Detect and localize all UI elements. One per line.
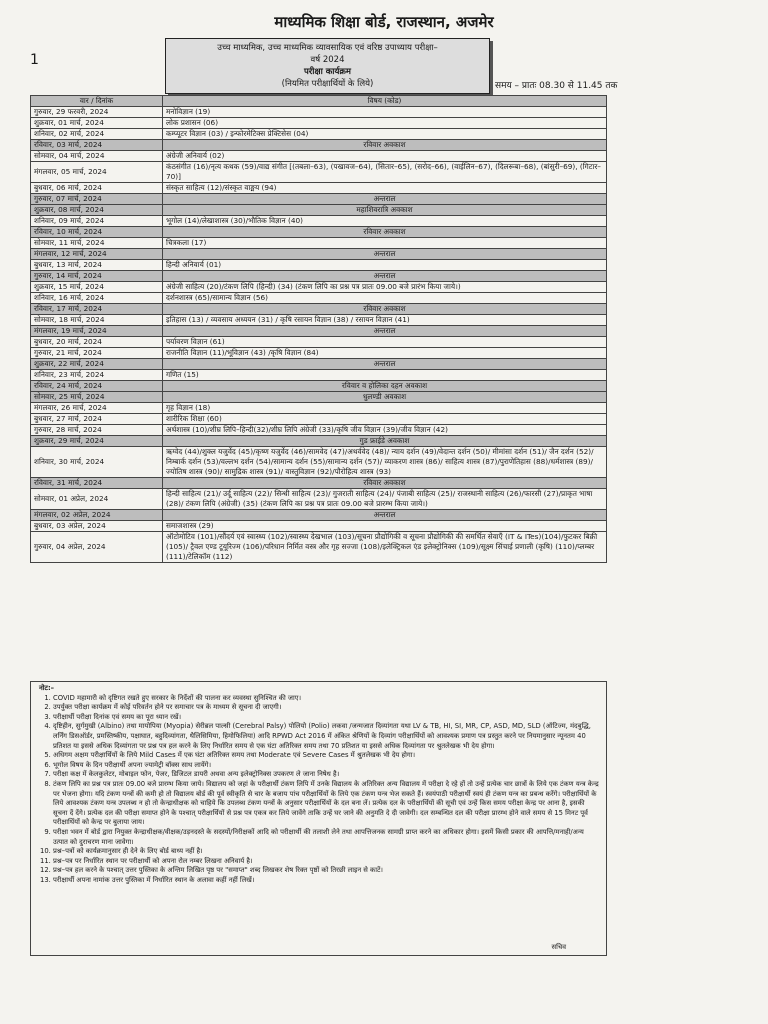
- notes-list: [39, 694, 600, 886]
- table-row: [31, 151, 607, 162]
- row-date: सोमवार, 11 मार्च, 2024: [31, 238, 163, 249]
- holiday-row: [31, 510, 607, 521]
- row-subjects: अर्थशास्त्र (10)/शीघ्र लिपि–हिन्दी(32)/शीघ्र लिपि अंग्रेजी (33)/कृषि जीव विज्ञान (39)/जीव विज्ञान (42): [163, 425, 607, 436]
- exam-title-line: उच्च माध्यमिक, उच्च माध्यमिक व्यावसायिक एवं वरिष्ठ उपाध्याय परीक्षा–: [217, 43, 438, 53]
- row-date: बुधवार, 03 अप्रेल, 2024: [31, 521, 163, 532]
- row-date: मंगलवार, 02 अप्रेल, 2024: [31, 510, 163, 521]
- row-holiday-label: महाशिवरात्रि अवकाश: [163, 205, 607, 216]
- row-subjects: शारीरिक शिक्षा (60): [163, 414, 607, 425]
- row-subjects: ऑटोमोटिव (101)/सौंदर्य एवं स्वास्थ्य (102)/स्वास्थ्य देखभाल (103)/सूचना प्रौद्योगिकी व सूचना प्रौद्योगिकी की समर्थित सेवाएँ (IT & ITes)(104)/फुटकर बिक्री (105)/ ट्रैवल एण्ड टूयूरिज्म (106)/परिधान निर्मित वस्त्र और गृह सज्जा (108)/इलेक्ट्रिकल एंड इलेक्ट्रोनिक्स (109)/सूक्ष्म सिंचाई प्रणाली (कृषि) (110)/प्लम्बर (111)/टेलिकॉम (112): [163, 532, 607, 563]
- holiday-row: [31, 140, 607, 151]
- row-date: गुरुवार, 29 फरवरी, 2024: [31, 107, 163, 118]
- signature: सचिव: [551, 943, 566, 952]
- note-item: 7. परीक्षा कक्ष में केलकुलेटर, मोबाइल फोन, पेजर, डिजिटल डायरी अथवा अन्य इलेक्ट्रोनिक्स उपकरण ले जाना निषेध है।: [53, 770, 600, 780]
- table-row: [31, 183, 607, 194]
- row-date: शुक्रवार, 29 मार्च, 2024: [31, 436, 163, 447]
- note-item: 2. उपर्युक्त परीक्षा कार्यक्रम में कोई परिवर्तन होने पर समाचार पत्र के माध्यम से सूचना दी जाएगी।: [53, 703, 600, 713]
- holiday-row: [31, 304, 607, 315]
- row-holiday-label: अन्तराल: [163, 271, 607, 282]
- note-item: 4. दृष्टिहीन, सुर्गमुखी (Albino) तथा मायोपिया (Myopia) सेरीब्रल पाल्सी (Cerebral Palsy) पोलियो (Polio) लकवा /जन्मजात दिव्यांगता यथा LV & TB, HI, SI, MR, CP, ASD, MD, SLD (ऑटिज्म, मंदबुद्धि, लर्निंग डिसऑर्डर, प्रमस्तिष्कीय, पक्षाघात, बहुदिव्यांगता, थैलिसिमिया, हिमोफिलिया) आदि RPWD Act 2016 में अंकित श्रेणियों के दिव्यांग परीक्षार्थियों को आवश्यक प्रमाण पत्र प्रस्तुत करने पर नियमानुसार न्यूनतम 40 प्रतिशत या इससे अधिक दिव्यांगता पर प्रश्न पत्र हल करने के लिए निर्धारित समय से एक घंटा अतिरिक्त समय तथा 70 प्रतिशत या इससे अधिक दिव्यांगता पर श्रुतलेखक भी देय होगा।: [53, 722, 600, 751]
- exam-program-note: (नियमित परीक्षार्थियों के लिये): [281, 79, 374, 89]
- row-date: शुक्रवार, 01 मार्च, 2024: [31, 118, 163, 129]
- row-date: शनिवार, 30 मार्च, 2024: [31, 447, 163, 478]
- row-subjects: ऋग्वेद (44)/शुक्ल यजुर्वेद (45)/कृष्ण यजुर्वेद (46)/सामवेद (47)/अथर्ववेद (48)/ न्याय दर्शन (49)/वेदान्त दर्शन (50)/ मीमांसा दर्शन (51)/ जैन दर्शन (52)/ निम्बार्क दर्शन (53)/वल्लभ दर्शन (54)/सामान्य दर्शन (55)/सामान्य दर्शन (57)/ व्याकरण शास्त्र (86)/ साहित्य शास्त्र (87)/पुराणेतिहास (88)/धर्मशास्त्र (89)/ज्योतिष शास्त्र (90)/ सामुद्रिक शास्त्र (91)/ वास्तुविज्ञान (92)/पौरोहित्य शास्त्र (93): [163, 447, 607, 478]
- row-subjects: गणित (15): [163, 370, 607, 381]
- holiday-row: [31, 249, 607, 260]
- note-item: 11. प्रश्न–पत्र पर निर्धारित स्थान पर परीक्षार्थी को अपना रोल नम्बर लिखना अनिवार्य है।: [53, 857, 600, 867]
- exam-program-label: परीक्षा कार्यक्रम: [303, 67, 352, 77]
- table-row: [31, 403, 607, 414]
- row-subjects: कम्प्यूटर विज्ञान (03) / इन्फोरमेटिक्स प्रेक्टिसेस (04): [163, 129, 607, 140]
- table-row: [31, 216, 607, 227]
- row-date: गुरुवार, 07 मार्च, 2024: [31, 194, 163, 205]
- row-date: बुधवार, 06 मार्च, 2024: [31, 183, 163, 194]
- exam-time: समय – प्रातः 08.30 से 11.45 तक: [495, 81, 618, 91]
- row-date: बुधवार, 13 मार्च, 2024: [31, 260, 163, 271]
- note-item: 13. परीक्षार्थी अपना नामांक उत्तर पुस्तिका में निर्धारित स्थान के अलावा कहीं नहीं लिखें।: [53, 876, 600, 886]
- row-date: मंगलवार, 12 मार्च, 2024: [31, 249, 163, 260]
- row-date: गुरुवार, 28 मार्च, 2024: [31, 425, 163, 436]
- holiday-row: [31, 381, 607, 392]
- table-row: [31, 282, 607, 293]
- row-date: रविवार, 03 मार्च, 2024: [31, 140, 163, 151]
- row-subjects: इतिहास (13) / व्यवसाय अध्ययन (31) / कृषि रसायन विज्ञान (38) / रसायन विज्ञान (41): [163, 315, 607, 326]
- table-row: [31, 162, 607, 183]
- note-item: 5. अधिगम अक्षम परीक्षार्थियों के लिये Mild Cases में एक घंटा अतिरिक्त समय तथा Moderate एवं Severe Cases में श्रुतलेखक भी देय होगा।: [53, 751, 600, 761]
- row-date: रविवार, 10 मार्च, 2024: [31, 227, 163, 238]
- holiday-row: [31, 227, 607, 238]
- row-holiday-label: अन्तराल: [163, 194, 607, 205]
- holiday-row: [31, 326, 607, 337]
- row-date: सोमवार, 25 मार्च, 2024: [31, 392, 163, 403]
- row-subjects: राजनीति विज्ञान (11)/भूविज्ञान (43) /कृषि विज्ञान (84): [163, 348, 607, 359]
- row-subjects: गृह विज्ञान (18): [163, 403, 607, 414]
- row-date: शुक्रवार, 08 मार्च, 2024: [31, 205, 163, 216]
- table-row: [31, 315, 607, 326]
- row-subjects: अंग्रेजी अनिवार्य (02): [163, 151, 607, 162]
- row-subjects: पर्यावरण विज्ञान (61): [163, 337, 607, 348]
- exam-year: वर्ष 2024: [310, 55, 345, 65]
- row-subjects: हिन्दी साहित्य (21)/ उर्दू साहित्य (22)/ सिन्धी साहित्य (23)/ गुजराती साहित्य (24)/ पंजाबी साहित्य (25)/ राजस्थानी साहित्य (26)/फारसी (27)/प्राकृत भाषा (28)/ टंकण लिपि (अंग्रेजी) (35) (टंकण लिपि का प्रश्न पत्र प्रातः 09.00 बजे प्रारम्भ किया जाये।): [163, 489, 607, 510]
- row-date: रविवार, 17 मार्च, 2024: [31, 304, 163, 315]
- table-row: [31, 293, 607, 304]
- row-subjects: भूगोल (14)/लेखाशास्त्र (30)/भौतिक विज्ञान (40): [163, 216, 607, 227]
- page-number: 1: [30, 52, 39, 68]
- page-title: माध्यमिक शिक्षा बोर्ड, राजस्थान, अजमेर: [274, 13, 494, 31]
- row-date: गुरुवार, 14 मार्च, 2024: [31, 271, 163, 282]
- exam-title-box: [165, 38, 490, 94]
- table-row: [31, 414, 607, 425]
- row-date: शनिवार, 09 मार्च, 2024: [31, 216, 163, 227]
- row-holiday-label: रविवार अवकाश: [163, 227, 607, 238]
- row-holiday-label: रविवार व होलिका दहन अवकाश: [163, 381, 607, 392]
- row-holiday-label: रविवार अवकाश: [163, 304, 607, 315]
- row-subjects: समाजशास्त्र (29): [163, 521, 607, 532]
- note-item: 10. प्रश्न–पत्रों को कार्यक्रमानुसार ही देने के लिए बोर्ड बाध्य नहीं है।: [53, 847, 600, 857]
- table-row: [31, 489, 607, 510]
- row-date: बुधवार, 20 मार्च, 2024: [31, 337, 163, 348]
- row-subjects: चित्रकला (17): [163, 238, 607, 249]
- holiday-row: [31, 436, 607, 447]
- notes-section: [30, 681, 607, 956]
- holiday-row: [31, 478, 607, 489]
- exam-schedule-table: [30, 95, 607, 563]
- row-date: सोमवार, 01 अप्रेल, 2024: [31, 489, 163, 510]
- table-row: [31, 521, 607, 532]
- table-row: [31, 260, 607, 271]
- row-date: गुरुवार, 21 मार्च, 2024: [31, 348, 163, 359]
- row-subjects: लोक प्रशासन (06): [163, 118, 607, 129]
- row-date: मंगलवार, 05 मार्च, 2024: [31, 162, 163, 183]
- table-row: [31, 129, 607, 140]
- row-subjects: मनोविज्ञान (19): [163, 107, 607, 118]
- row-subjects: हिन्दी अनिवार्य (01): [163, 260, 607, 271]
- row-date: शुक्रवार, 22 मार्च, 2024: [31, 359, 163, 370]
- row-holiday-label: अन्तराल: [163, 249, 607, 260]
- holiday-row: [31, 392, 607, 403]
- table-row: [31, 425, 607, 436]
- table-row: [31, 337, 607, 348]
- table-row: [31, 118, 607, 129]
- row-date: बुधवार, 27 मार्च, 2024: [31, 414, 163, 425]
- row-date: शुक्रवार, 15 मार्च, 2024: [31, 282, 163, 293]
- note-item: 8. टंकण लिपि का प्रश्न पत्र प्रातः 09.00 बजे प्रारम्भ किया जाये। विद्यालय को जहां के परीक्षार्थी टंकण लिपि में उनके विद्यालय के अतिरिक्त अन्य विद्यालय में परीक्षा दे रहे हों तो उन्हें प्रत्येक चार छात्रों के लिये एक टंकण यन्त्र केन्द्र पर भेजना होगा। यदि टंकण यन्त्रों की कमी हो तो विद्यालय बोर्ड की पूर्व स्वीकृति से चार के बजाय पांच परीक्षार्थियों के लिये एक टंकण यन्त्र भेज सकते हैं। स्वयंपाठी परीक्षार्थी स्वयं ही टंकण यन्त्र का प्रबन्ध करेंगे। परीक्षार्थियों के लिये आवश्यक टंकण यन्त्र उपलब्ध न हो तो केन्द्राधीक्षक को चाहिये कि उपलब्ध टंकण यन्त्रों के अनुसार परीक्षार्थियों के दल बना लें। प्रत्येक दल के परीक्षार्थियों की सूची एवं उन्हें किस समय परीक्षा केन्द्र पर आना है, इसकी सूचना दें देंगे। प्रत्येक दल की परीक्षा समाप्त होने के पश्चात् परीक्षार्थियों से प्रश्न पत्र एकत्र कर लिये जावेंगे ताकि उन्हें घर जाने की अनुमति दे दी जावेगी। दल सम्बन्धित दल की परीक्षा प्रारम्भ होने वाले समय से 15 मिनट पूर्व परीक्षार्थियों को केन्द्र पर बुलाया जाय।: [53, 780, 600, 828]
- row-subjects: संस्कृत साहित्य (12)/संस्कृत वाङ्मय (94): [163, 183, 607, 194]
- column-header-date: वार / दिनांक: [31, 96, 163, 107]
- row-holiday-label: गुड फ्राईडे अवकाश: [163, 436, 607, 447]
- table-header-row: [31, 96, 607, 107]
- row-holiday-label: अन्तराल: [163, 510, 607, 521]
- row-subjects: दर्शनशास्त्र (65)/सामान्य विज्ञान (56): [163, 293, 607, 304]
- row-holiday-label: अन्तराल: [163, 359, 607, 370]
- note-item: 6. भूगोल विषय के दिन परीक्षार्थी अपना ज्यामेट्री बॉक्स साथ लायेंगे।: [53, 761, 600, 771]
- row-date: शनिवार, 16 मार्च, 2024: [31, 293, 163, 304]
- row-holiday-label: धुलण्डी अवकाश: [163, 392, 607, 403]
- table-row: [31, 107, 607, 118]
- row-holiday-label: रविवार अवकाश: [163, 478, 607, 489]
- note-item: 1. COVID महामारी को दृष्टिगत रखते हुए सरकार के निर्देशों की पालना कर व्यवस्था सुनिश्चित की जाए।: [53, 694, 600, 704]
- row-subjects: कंठसंगीत (16)/नृत्य कथक (59)/वाद्य संगीत [(तबला–63), (पखावज–64), (सितार–65), (सरोद–66), (वाईलिन–67), (दिलरूबा–68), (बांसुरी–69), (गिटार– 70)]: [163, 162, 607, 183]
- table-row: [31, 532, 607, 563]
- row-holiday-label: अन्तराल: [163, 326, 607, 337]
- row-date: रविवार, 31 मार्च, 2024: [31, 478, 163, 489]
- holiday-row: [31, 194, 607, 205]
- table-row: [31, 447, 607, 478]
- row-date: मंगलवार, 26 मार्च, 2024: [31, 403, 163, 414]
- row-date: शनिवार, 02 मार्च, 2024: [31, 129, 163, 140]
- notes-heading: नोट:–: [39, 684, 55, 692]
- holiday-row: [31, 359, 607, 370]
- row-date: मंगलवार, 19 मार्च, 2024: [31, 326, 163, 337]
- note-item: 3. परीक्षार्थी परीक्षा दिनांक एवं समय का पूरा ध्यान रखें।: [53, 713, 600, 723]
- holiday-row: [31, 205, 607, 216]
- holiday-row: [31, 271, 607, 282]
- row-date: सोमवार, 04 मार्च, 2024: [31, 151, 163, 162]
- note-item: 9. परीक्षा भवन में बोर्ड द्वारा नियुक्त केन्द्राधीक्षक/वीक्षक/उड़नदस्ते के सदस्यों/निरीक्षकों आदि को परीक्षार्थी की तलाशी लेने तथा आपत्तिजनक सामग्री प्राप्त करने का अधिकार होगा। इसमें किसी प्रकार की आपत्ति/मनाही/अन्य उत्पात को दुराचरण माना जावेगा।: [53, 828, 600, 847]
- row-date: रविवार, 24 मार्च, 2024: [31, 381, 163, 392]
- table-row: [31, 370, 607, 381]
- note-item: 12. प्रश्न–पत्र हल करने के पश्चात् उत्तर पुस्तिका के अन्तिम लिखित पृष्ठ पर "समाप्त" शब्द लिखकर शेष रिक्त पृष्ठों को तिरछी लाइन से काटें।: [53, 866, 600, 876]
- row-date: शनिवार, 23 मार्च, 2024: [31, 370, 163, 381]
- row-subjects: अंग्रेजी साहित्य (20)/टंकण लिपि (हिन्दी) (34) (टंकण लिपि का प्रश्न पत्र प्रातः 09.00 बजे प्रारंभ किया जाये।): [163, 282, 607, 293]
- table-row: [31, 348, 607, 359]
- row-holiday-label: रविवार अवकाश: [163, 140, 607, 151]
- column-header-subject: विषय (कोड): [163, 96, 607, 107]
- table-row: [31, 238, 607, 249]
- row-date: गुरुवार, 04 अप्रेल, 2024: [31, 532, 163, 563]
- row-date: सोमवार, 18 मार्च, 2024: [31, 315, 163, 326]
